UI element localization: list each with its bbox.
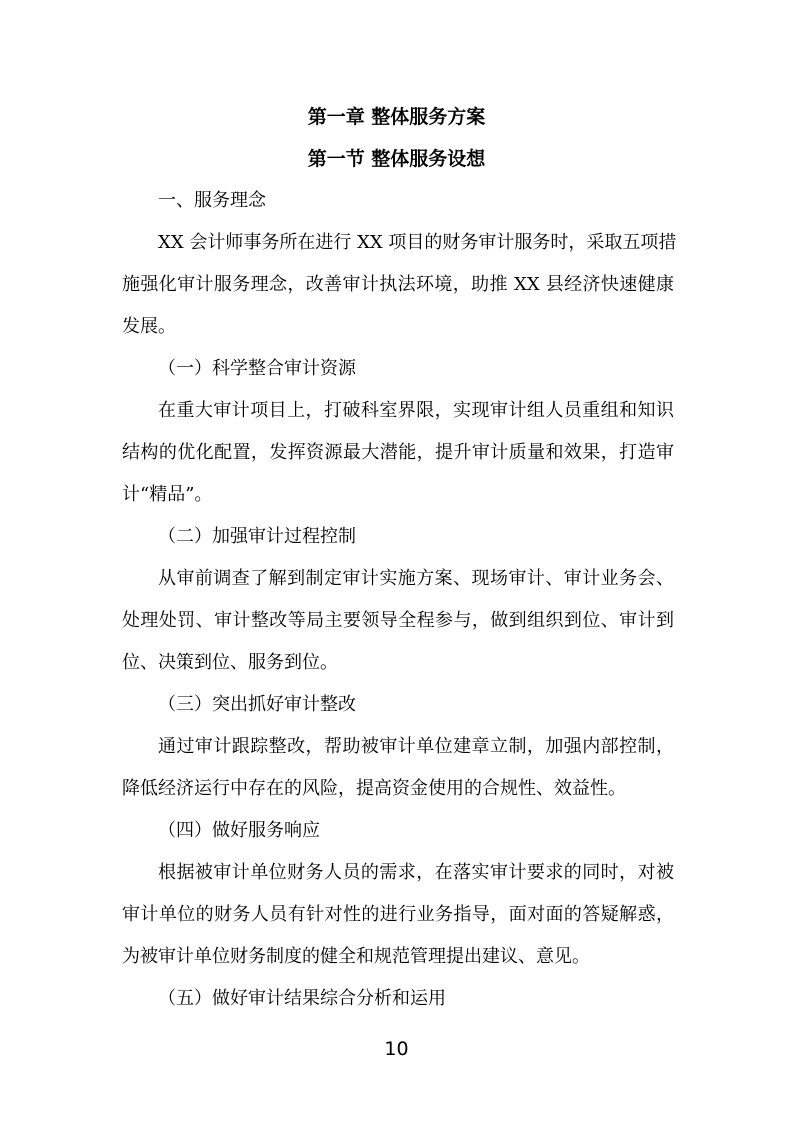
subheading-process-control: （二）加强审计过程控制	[158, 526, 356, 547]
page-number: 10	[384, 1038, 409, 1060]
paragraph-line: 降低经济运行中存在的风险，提高资金使用的合规性、效益性。	[122, 778, 626, 799]
paragraph-line: 从审前调查了解到制定审计实施方案、现场审计、审计业务会、	[158, 568, 674, 589]
paragraph-line: 根据被审计单位财务人员的需求，在落实审计要求的同时，对被	[158, 862, 674, 883]
paragraph-line: 发展。	[122, 316, 176, 337]
paragraph-line: 审计单位的财务人员有针对性的进行业务指导，面对面的答疑解惑，	[122, 904, 674, 925]
paragraph-line: XX 会计师事务所在进行 XX 项目的财务审计服务时，采取五项措	[158, 232, 677, 253]
paragraph-line: 通过审计跟踪整改，帮助被审计单位建章立制，加强内部控制，	[158, 736, 674, 757]
paragraph-line: 为被审计单位财务制度的健全和规范管理提出建议、意见。	[122, 946, 590, 967]
section-title: 第一节 整体服务设想	[307, 148, 486, 170]
chapter-title: 第一章 整体服务方案	[307, 106, 486, 128]
paragraph-line: 结构的优化配置，发挥资源最大潜能，提升审计质量和效果，打造审	[122, 442, 674, 463]
paragraph-line: 处理处罚、审计整改等局主要领导全程参与，做到组织到位、审计到	[122, 610, 674, 631]
subheading-service-response: （四）做好服务响应	[158, 820, 320, 841]
subheading-rectification: （三）突出抓好审计整改	[158, 694, 356, 715]
paragraph-line: 位、决策到位、服务到位。	[122, 652, 338, 673]
paragraph-line: 施强化审计服务理念，改善审计执法环境，助推 XX 县经济快速健康	[122, 274, 674, 295]
paragraph-line: 计“精品”。	[122, 484, 213, 505]
paragraph-line: 在重大审计项目上，打破科室界限，实现审计组人员重组和知识	[158, 400, 674, 421]
subheading-integrate-resources: （一）科学整合审计资源	[158, 358, 356, 379]
heading-service-philosophy: 一、服务理念	[158, 190, 266, 211]
subheading-result-analysis: （五）做好审计结果综合分析和运用	[158, 988, 446, 1009]
